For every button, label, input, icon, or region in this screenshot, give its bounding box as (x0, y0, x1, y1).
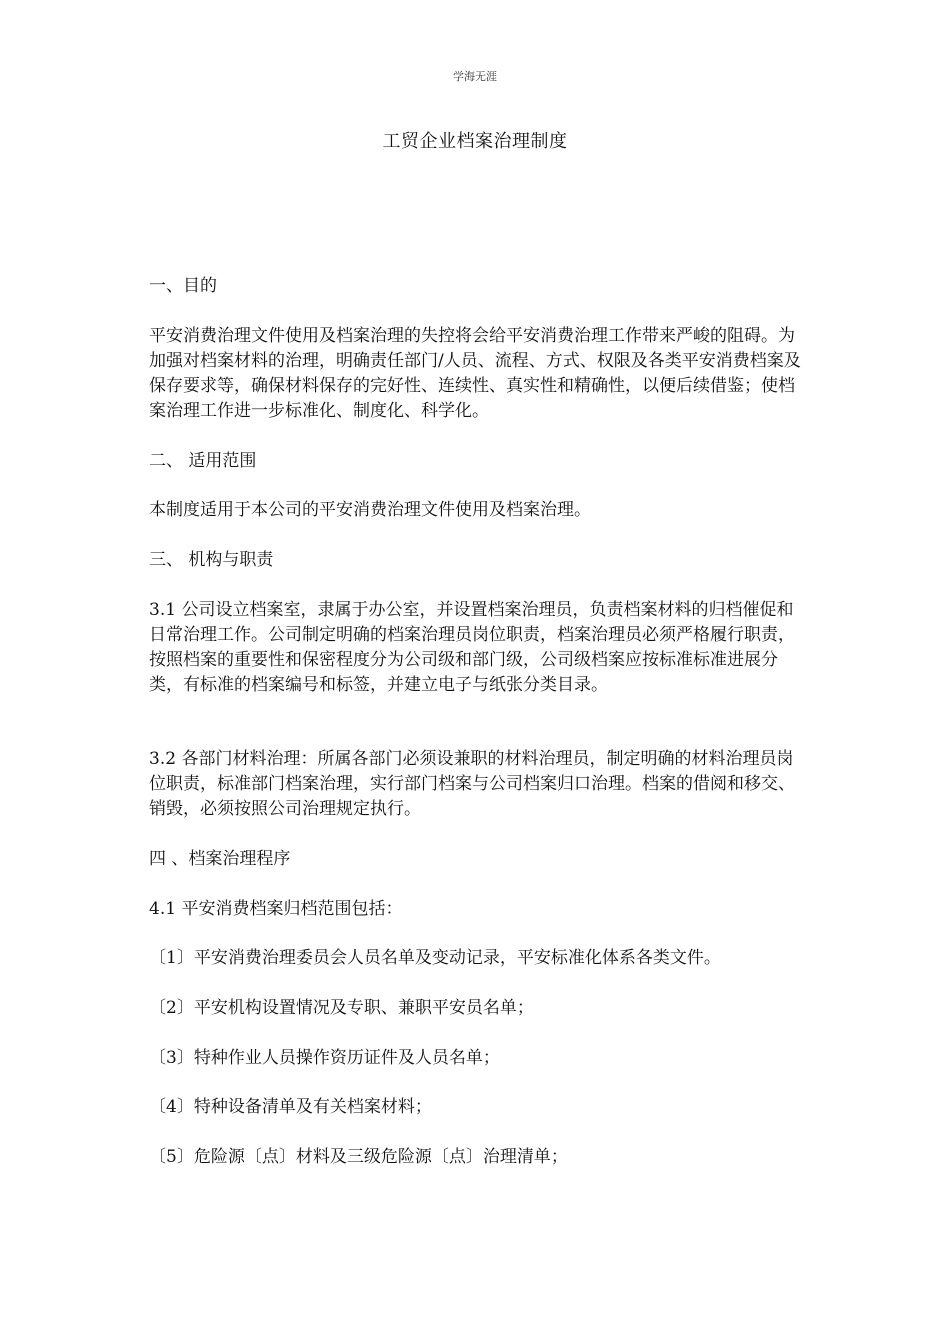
list-item-text: 〔1〕平安消费治理委员会人员名单及变动记录，平安标准化体系各类文件。 (149, 948, 721, 968)
list-item (149, 1046, 801, 1071)
section-2-heading (149, 449, 801, 474)
list-item (149, 996, 801, 1021)
section-3-heading (149, 548, 801, 573)
section-3-paragraph-1 (149, 598, 801, 698)
paragraph: 3.1 公司设立档案室，隶属于办公室，并设置档案治理员，负责档案材料的归档催促和日常治理工作。公司制定明确的档案治理员岗位职责，档案治理员必须严格履行职责，按照档案的重要性和保密程度分为公司级和部门级，公司级档案应按标准标准进展分类，有标准的档案编号和标签，并建立电子与纸张分类目录。 (149, 600, 795, 695)
list-item-text: 〔4〕特种设备清单及有关档案材料； (149, 1097, 432, 1117)
list-item (149, 1145, 801, 1170)
list-item-text: 〔5〕危险源〔点〕材料及三级危险源〔点〕治理清单； (149, 1147, 568, 1167)
list-item-text: 〔2〕平安机构设置情况及专职、兼职平安员名单； (149, 998, 534, 1018)
paragraph: 本制度适用于本公司的平安消费治理文件使用及档案治理。 (149, 500, 591, 520)
section-heading: 三、 机构与职责 (149, 550, 274, 570)
paragraph: 4.1 平安消费档案归档范围包括： (149, 899, 403, 919)
section-4-heading (149, 847, 801, 872)
section-heading: 二、 适用范围 (149, 451, 257, 471)
section-4-intro (149, 897, 801, 922)
list-item (149, 946, 801, 971)
page-header: 学海无涯 (453, 70, 497, 83)
paragraph: 3.2 各部门材料治理：所属各部门必须设兼职的材料治理员，制定明确的材料治理员岗位职责，标准部门档案治理，实行部门档案与公司档案归口治理。档案的借阅和移交、销毁，必须按照公司治理规定执行。 (149, 749, 795, 819)
section-3-paragraph-2 (149, 747, 801, 822)
section-2-body (149, 498, 801, 523)
section-heading: 一、目的 (149, 276, 217, 296)
document-title: 工贸企业档案治理制度 (382, 131, 568, 152)
section-heading: 四 、档案治理程序 (149, 849, 291, 869)
section-1-heading (149, 274, 801, 299)
list-item (149, 1095, 801, 1120)
section-1-body (149, 324, 801, 424)
paragraph: 平安消费治理文件使用及档案治理的失控将会给平安消费治理工作带来严峻的阻碍。为加强对档案材料的治理，明确责任部门/人员、流程、方式、权限及各类平安消费档案及保存要求等，确保材料保存的完好性、连续性、真实性和精确性，以便后续借鉴；使档案治理工作进一步标准化、制度化、科学化。 (149, 326, 801, 421)
list-item-text: 〔3〕特种作业人员操作资历证件及人员名单； (149, 1048, 500, 1068)
